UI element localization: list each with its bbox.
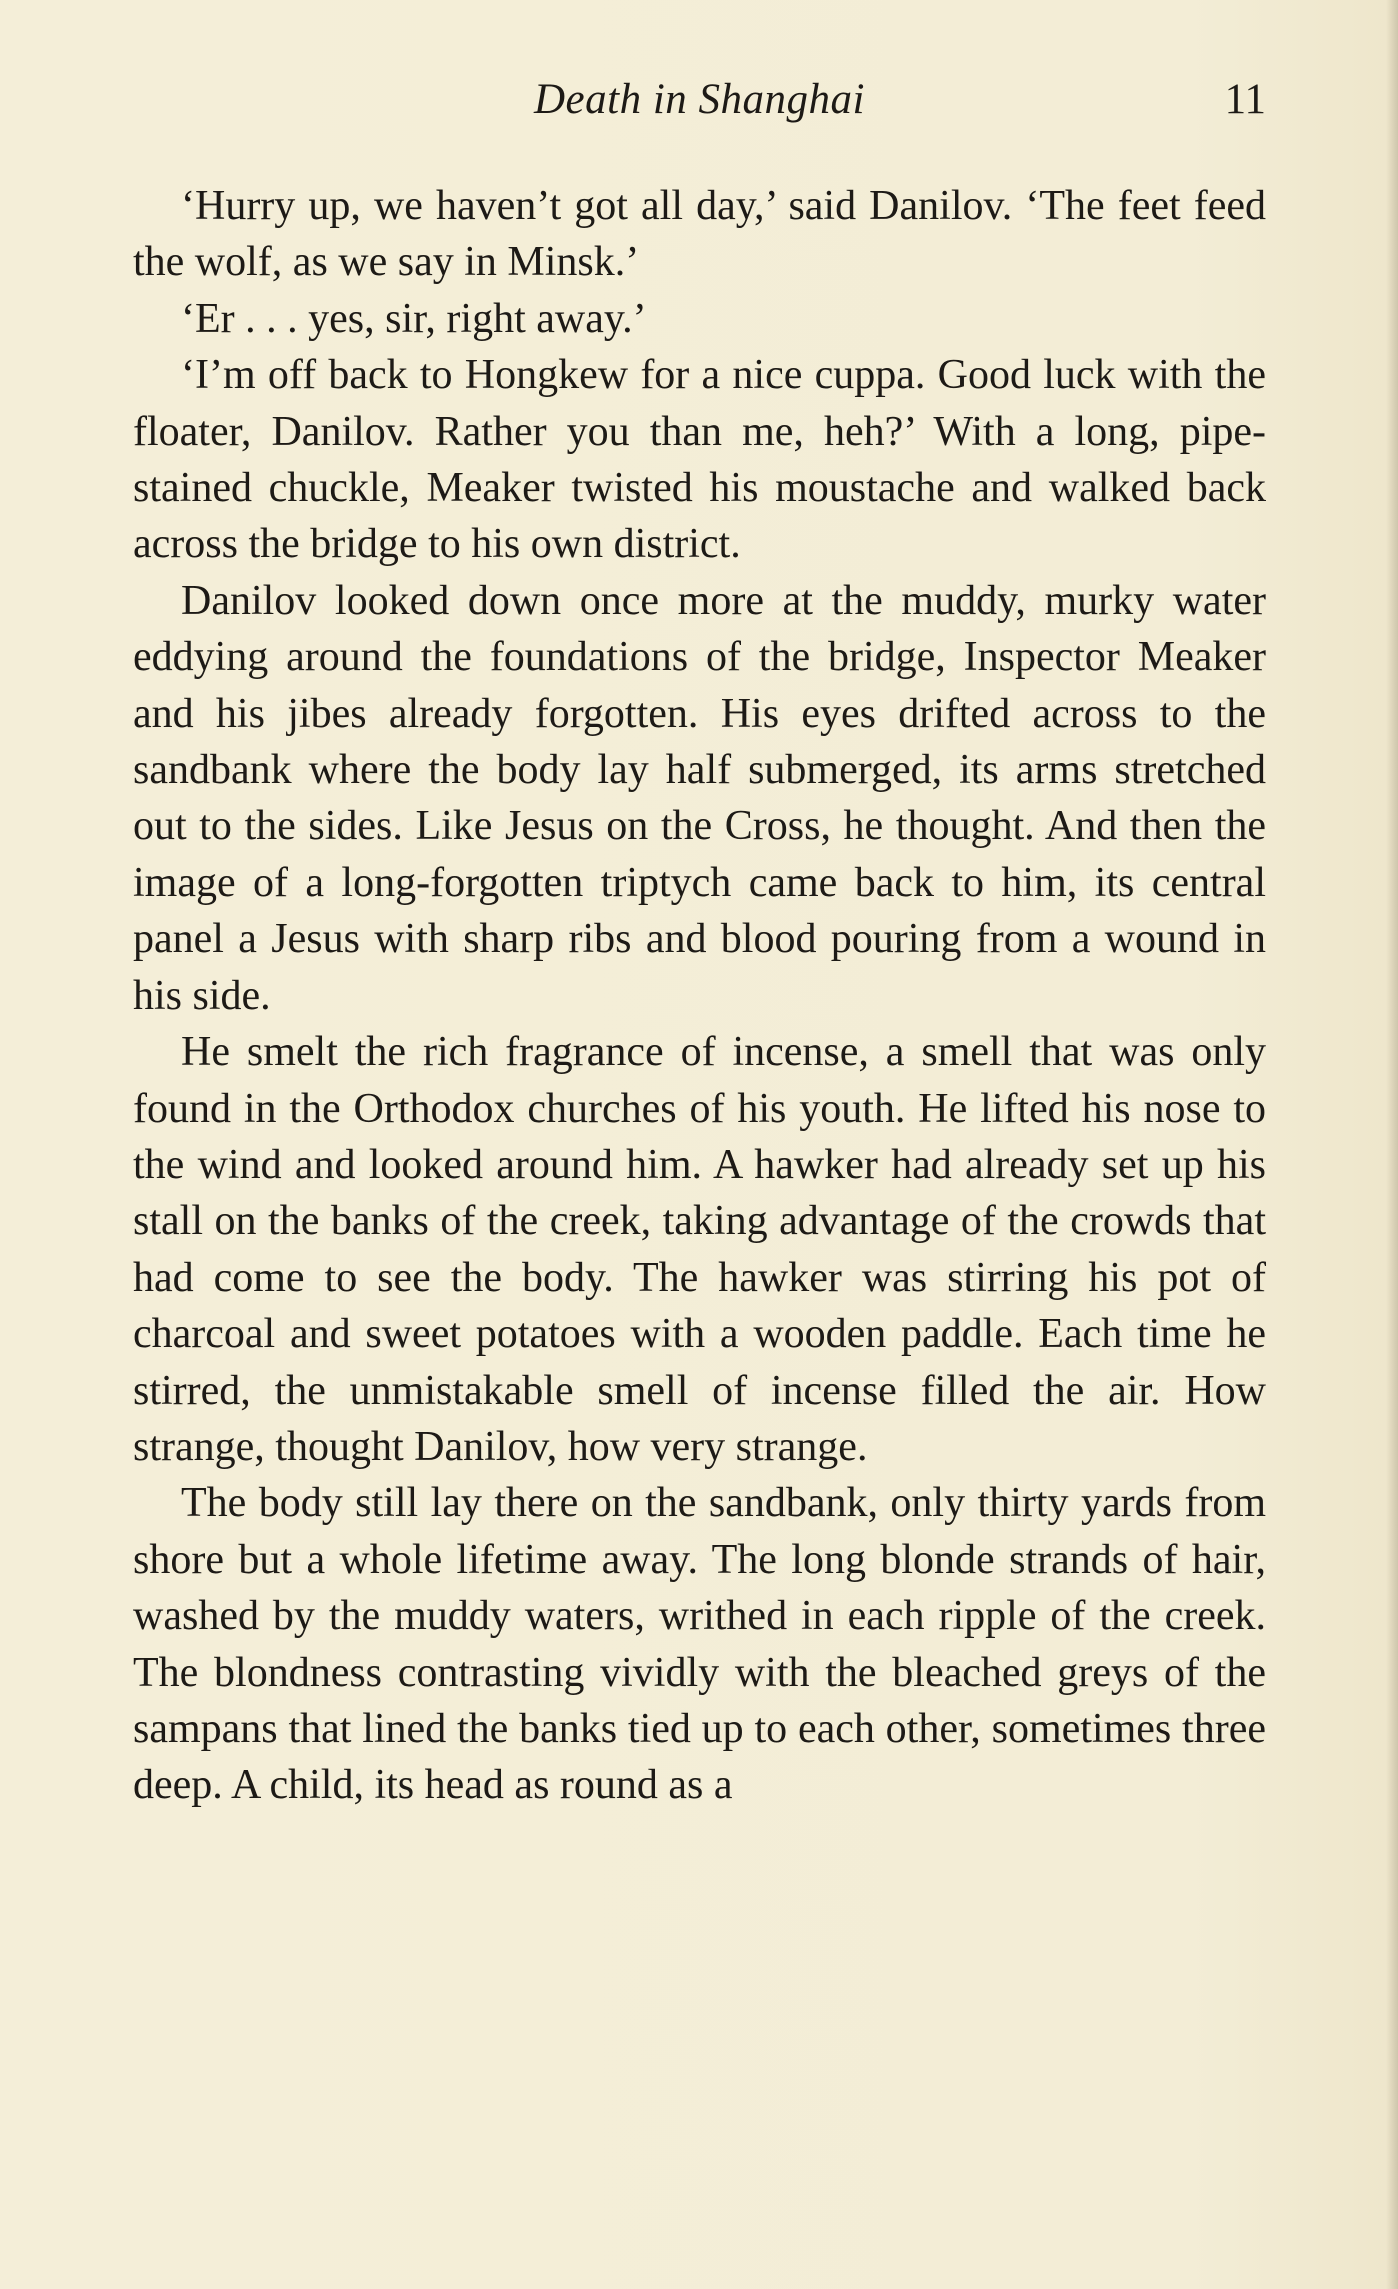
paragraph: The body still lay there on the sandbank, only thirty yards from shore but a whole lifetime away. The long blonde strands of hair, washed by the muddy waters, writhed in each ripple of the creek. The blondness contrasting vividly with the bleached greys of the sampans that lined the banks tied up to each other, sometimes three deep. A child, its head as round as a (133, 1480, 1266, 1809)
paragraph: He smelt the rich fragrance of incense, a smell that was only found in the Orthodox churches of his youth. He lifted his nose to the wind and looked around him. A hawker had already set up his stall on the banks of the creek, taking advantage of the crowds that had come to see the body. The hawker was stirring his pot of charcoal and sweet potatoes with a wooden paddle. Each time he stirred, the unmistakable smell of incense filled the air. How strange, thought Danilov, how very strange. (133, 1029, 1266, 1470)
page-number: 11 (1224, 76, 1266, 123)
page-edge-shadow (1386, 0, 1398, 2289)
paragraph: ‘I’m off back to Hongkew for a nice cuppa. Good luck with the floater, Danilov. Rather you than me, heh?’ With a long, pipe-stained chuckle, Meaker twisted his moustache and walked back across the bridge to his own district. (133, 352, 1266, 568)
paragraph: Danilov looked down once more at the muddy, murky water eddying around the foundations of the bridge, Inspector Meaker and his jibes already forgotten. His eyes drifted across to the sandbank where the body lay half submerged, its arms stretched out to the sides. Like Jesus on the Cross, he thought. And then the image of a long-forgotten triptych came back to him, its central panel a Jesus with sharp ribs and blood pouring from a wound in his side. (133, 577, 1266, 1019)
paragraph: ‘Hurry up, we haven’t got all day,’ said Danilov. ‘The feet feed the wolf, as we say in Minsk.’ (133, 183, 1266, 286)
running-head: Death in Shanghai (534, 76, 865, 123)
page-header (133, 72, 1266, 132)
body-text (133, 178, 1266, 1814)
paragraph: ‘Er . . . yes, sir, right away.’ (181, 295, 647, 342)
